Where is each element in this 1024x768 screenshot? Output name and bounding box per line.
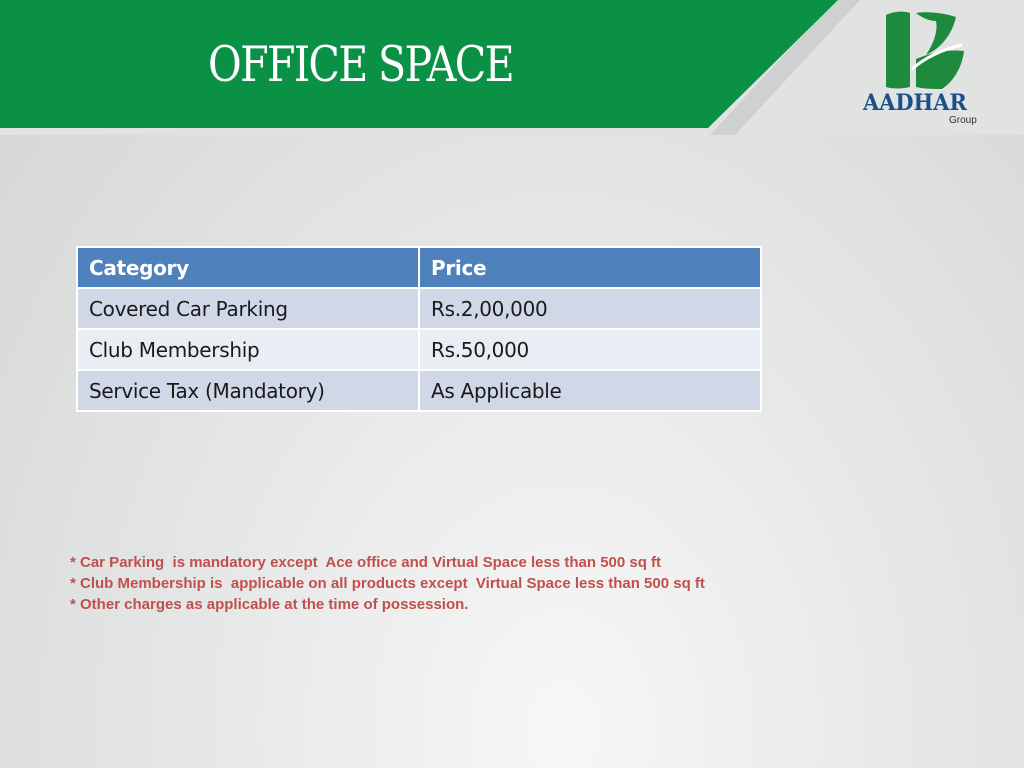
price-cell: As Applicable xyxy=(419,370,761,411)
column-header-price: Price xyxy=(419,247,761,288)
footnote-club-membership: * Club Membership is applicable on all products except Virtual Space less than 500 sq ft xyxy=(70,575,705,592)
table-header-row xyxy=(77,247,761,288)
price-cell: Rs.2,00,000 xyxy=(419,288,761,329)
aadhar-leaf-icon xyxy=(882,9,966,91)
table-row xyxy=(77,370,761,411)
aadhar-logo xyxy=(855,6,995,130)
footnotes xyxy=(70,552,970,615)
category-cell: Club Membership xyxy=(77,329,419,370)
logo-name: AADHAR xyxy=(863,90,967,116)
table-row xyxy=(77,329,761,370)
slide-title: OFFICE SPACE xyxy=(208,36,513,93)
column-header-category: Category xyxy=(77,247,419,288)
category-cell: Covered Car Parking xyxy=(77,288,419,329)
footnote-car-parking: * Car Parking is mandatory except Ace office and Virtual Space less than 500 sq ft xyxy=(70,554,662,571)
price-table xyxy=(76,246,762,412)
price-cell: Rs.50,000 xyxy=(419,329,761,370)
category-cell: Service Tax (Mandatory) xyxy=(77,370,419,411)
footnote-other-charges: * Other charges as applicable at the time of possession. xyxy=(70,596,469,613)
table-row xyxy=(77,288,761,329)
logo-subtitle: Group xyxy=(949,115,977,126)
